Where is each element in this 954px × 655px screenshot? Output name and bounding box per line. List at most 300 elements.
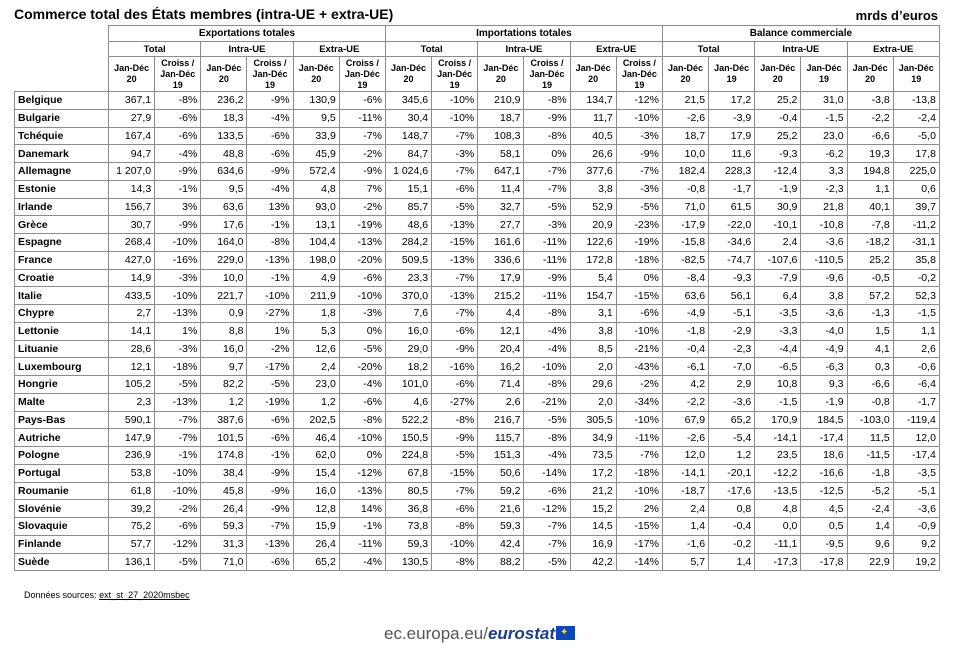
country-name: Bulgarie [15, 109, 109, 127]
value-cell: -3,6 [709, 393, 755, 411]
value-cell: -16,6 [801, 464, 847, 482]
value-cell: -110,5 [801, 251, 847, 269]
value-cell: -14% [524, 464, 570, 482]
value-cell: -4% [155, 145, 201, 163]
table-row [15, 163, 940, 181]
value-cell: 67,8 [385, 464, 431, 482]
value-cell: -7% [432, 482, 478, 500]
value-cell: -5,1 [893, 482, 939, 500]
value-cell: 101,0 [385, 376, 431, 394]
value-cell: -13,5 [755, 482, 801, 500]
value-cell: 56,1 [709, 287, 755, 305]
value-cell: -8% [524, 127, 570, 145]
value-cell: 10,0 [662, 145, 708, 163]
period-header: Jan-Déc 19 [801, 57, 847, 92]
value-cell: -14% [616, 553, 662, 571]
value-cell: 57,7 [109, 535, 155, 553]
table-row [15, 305, 940, 323]
value-cell: 2,4 [755, 234, 801, 252]
period-header: Croiss / Jan-Déc 19 [432, 57, 478, 92]
value-cell: -11,1 [755, 535, 801, 553]
value-cell: -10% [339, 429, 385, 447]
value-cell: -2,3 [709, 340, 755, 358]
value-cell: -0,8 [662, 180, 708, 198]
value-cell: -0,5 [847, 269, 893, 287]
value-cell: -8% [524, 429, 570, 447]
value-cell: 35,8 [893, 251, 939, 269]
value-cell: -1% [155, 447, 201, 465]
value-cell: 12,0 [893, 429, 939, 447]
value-cell: 590,1 [109, 411, 155, 429]
group-header-balance: Balance commerciale [662, 26, 939, 42]
value-cell: 161,6 [478, 234, 524, 252]
table-row [15, 340, 940, 358]
table-row [15, 393, 940, 411]
value-cell: 1,2 [293, 393, 339, 411]
value-cell: 387,6 [201, 411, 247, 429]
value-cell: -8% [524, 305, 570, 323]
value-cell: 16,0 [385, 322, 431, 340]
value-cell: -15% [616, 287, 662, 305]
value-cell: 10,0 [201, 269, 247, 287]
value-cell: -9,5 [801, 535, 847, 553]
value-cell: -9% [155, 216, 201, 234]
value-cell: 522,2 [385, 411, 431, 429]
value-cell: -8% [524, 376, 570, 394]
value-cell: 1% [247, 322, 293, 340]
value-cell: 45,9 [293, 145, 339, 163]
value-cell: 0% [339, 447, 385, 465]
value-cell: -6,3 [801, 358, 847, 376]
value-cell: 370,0 [385, 287, 431, 305]
value-cell: 73,8 [385, 518, 431, 536]
value-cell: 15,9 [293, 518, 339, 536]
value-cell: 572,4 [293, 163, 339, 181]
value-cell: 182,4 [662, 163, 708, 181]
country-name: Croatie [15, 269, 109, 287]
value-cell: -6% [339, 393, 385, 411]
value-cell: 3,1 [570, 305, 616, 323]
value-cell: -6,2 [801, 145, 847, 163]
table-row [15, 216, 940, 234]
value-cell: -7% [155, 411, 201, 429]
value-cell: 15,4 [293, 464, 339, 482]
value-cell: -74,7 [709, 251, 755, 269]
value-cell: 122,6 [570, 234, 616, 252]
value-cell: -4% [247, 180, 293, 198]
period-header: Jan-Déc 19 [709, 57, 755, 92]
value-cell: 2,7 [109, 305, 155, 323]
country-name: Belgique [15, 92, 109, 110]
value-cell: 48,6 [385, 216, 431, 234]
value-cell: 1,2 [201, 393, 247, 411]
subgroup-header: Extra-UE [570, 42, 662, 57]
value-cell: 28,6 [109, 340, 155, 358]
value-cell: -11% [339, 109, 385, 127]
value-cell: -7,8 [847, 216, 893, 234]
country-name: Espagne [15, 234, 109, 252]
value-cell: -12,5 [801, 482, 847, 500]
period-header: Jan-Déc 20 [662, 57, 708, 92]
value-cell: -6,4 [893, 376, 939, 394]
value-cell: -3% [616, 180, 662, 198]
value-cell: 22,9 [847, 553, 893, 571]
value-cell: -6% [247, 429, 293, 447]
value-cell: -3% [339, 305, 385, 323]
value-cell: 210,9 [478, 92, 524, 110]
value-cell: -13% [247, 251, 293, 269]
value-cell: 1,1 [893, 322, 939, 340]
value-cell: -5% [247, 376, 293, 394]
value-cell: 16,0 [293, 482, 339, 500]
value-cell: 71,0 [201, 553, 247, 571]
value-cell: 23,0 [293, 376, 339, 394]
value-cell: -119,4 [893, 411, 939, 429]
value-cell: -4% [524, 322, 570, 340]
value-cell: -4% [524, 447, 570, 465]
value-cell: -3,9 [709, 109, 755, 127]
table-row [15, 518, 940, 536]
value-cell: 61,5 [709, 198, 755, 216]
value-cell: -6% [432, 322, 478, 340]
value-cell: -10% [432, 535, 478, 553]
value-cell: -17,4 [893, 447, 939, 465]
value-cell: 94,7 [109, 145, 155, 163]
period-header: Jan-Déc 20 [385, 57, 431, 92]
value-cell: -3,3 [755, 322, 801, 340]
value-cell: 4,8 [755, 500, 801, 518]
value-cell: 16,0 [201, 340, 247, 358]
value-cell: -7% [432, 163, 478, 181]
value-cell: 36,8 [385, 500, 431, 518]
value-cell: 0,3 [847, 358, 893, 376]
value-cell: 31,0 [801, 92, 847, 110]
value-cell: -15,8 [662, 234, 708, 252]
period-header: Jan-Déc 20 [570, 57, 616, 92]
value-cell: 59,3 [478, 518, 524, 536]
period-header: Jan-Déc 20 [201, 57, 247, 92]
value-cell: 14,3 [109, 180, 155, 198]
value-cell: 156,7 [109, 198, 155, 216]
value-cell: 39,7 [893, 198, 939, 216]
table-row [15, 429, 940, 447]
value-cell: -1,8 [662, 322, 708, 340]
value-cell: 46,4 [293, 429, 339, 447]
value-cell: -17,4 [801, 429, 847, 447]
value-cell: 17,6 [201, 216, 247, 234]
value-cell: -14,1 [755, 429, 801, 447]
value-cell: 236,2 [201, 92, 247, 110]
value-cell: -6% [339, 92, 385, 110]
value-cell: 88,2 [478, 553, 524, 571]
country-name: France [15, 251, 109, 269]
value-cell: 23,0 [801, 127, 847, 145]
value-cell: -6% [155, 518, 201, 536]
table-row [15, 358, 940, 376]
value-cell: -2,6 [662, 109, 708, 127]
value-cell: -1% [155, 180, 201, 198]
value-cell: 23,5 [755, 447, 801, 465]
value-cell: -9,6 [801, 269, 847, 287]
value-cell: -2,6 [662, 429, 708, 447]
value-cell: 59,3 [201, 518, 247, 536]
value-cell: -7,0 [709, 358, 755, 376]
value-cell: 1% [155, 322, 201, 340]
period-header: Jan-Déc 20 [755, 57, 801, 92]
value-cell: 12,6 [293, 340, 339, 358]
value-cell: 17,9 [478, 269, 524, 287]
value-cell: 71,4 [478, 376, 524, 394]
value-cell: -107,6 [755, 251, 801, 269]
value-cell: -2% [155, 500, 201, 518]
value-cell: 1,4 [709, 553, 755, 571]
value-cell: 2,4 [662, 500, 708, 518]
value-cell: -8% [432, 553, 478, 571]
value-cell: -5% [524, 553, 570, 571]
value-cell: -17,3 [755, 553, 801, 571]
value-cell: 85,7 [385, 198, 431, 216]
value-cell: 33,9 [293, 127, 339, 145]
value-cell: 3,3 [801, 163, 847, 181]
value-cell: 11,4 [478, 180, 524, 198]
table-row [15, 251, 940, 269]
value-cell: -13% [247, 535, 293, 553]
value-cell: -1% [247, 269, 293, 287]
value-cell: -4,9 [801, 340, 847, 358]
value-cell: 1,8 [293, 305, 339, 323]
value-cell: -19% [339, 216, 385, 234]
value-cell: 305,5 [570, 411, 616, 429]
value-cell: -6% [247, 127, 293, 145]
value-cell: -17% [616, 535, 662, 553]
value-cell: -13% [339, 234, 385, 252]
value-cell: 17,8 [893, 145, 939, 163]
value-cell: 14,1 [109, 322, 155, 340]
value-cell: -5% [524, 411, 570, 429]
subgroup-header: Intra-UE [201, 42, 293, 57]
value-cell: 4,2 [662, 376, 708, 394]
value-cell: -6% [339, 269, 385, 287]
value-cell: -9% [247, 482, 293, 500]
value-cell: 184,5 [801, 411, 847, 429]
value-cell: -12% [524, 500, 570, 518]
value-cell: 63,6 [201, 198, 247, 216]
period-header: Croiss / Jan-Déc 19 [155, 57, 201, 92]
value-cell: -7% [616, 163, 662, 181]
value-cell: -6,5 [755, 358, 801, 376]
value-cell: -7% [155, 429, 201, 447]
value-cell: -20% [339, 358, 385, 376]
value-cell: 224,8 [385, 447, 431, 465]
value-cell: 58,1 [478, 145, 524, 163]
value-cell: -34% [616, 393, 662, 411]
value-cell: -15% [432, 464, 478, 482]
value-cell: 105,2 [109, 376, 155, 394]
value-cell: -7% [524, 518, 570, 536]
value-cell: 45,8 [201, 482, 247, 500]
value-cell: 11,7 [570, 109, 616, 127]
value-cell: -15% [616, 518, 662, 536]
value-cell: -10% [155, 287, 201, 305]
value-cell: 40,1 [847, 198, 893, 216]
value-cell: 9,5 [293, 109, 339, 127]
value-cell: 32,7 [478, 198, 524, 216]
value-cell: -12,4 [755, 163, 801, 181]
value-cell: 367,1 [109, 92, 155, 110]
value-cell: -6% [432, 376, 478, 394]
source-note [24, 590, 190, 600]
value-cell: 9,3 [801, 376, 847, 394]
value-cell: -1,9 [755, 180, 801, 198]
value-cell: -8% [432, 411, 478, 429]
value-cell: -5% [616, 198, 662, 216]
value-cell: -17% [247, 358, 293, 376]
value-cell: -10% [155, 234, 201, 252]
value-cell: 61,8 [109, 482, 155, 500]
value-cell: -9% [616, 145, 662, 163]
value-cell: 1,4 [662, 518, 708, 536]
table-row [15, 500, 940, 518]
table-row [15, 198, 940, 216]
value-cell: 26,4 [293, 535, 339, 553]
source-label: Données sources: [24, 590, 97, 600]
value-cell: 5,7 [662, 553, 708, 571]
value-cell: 40,5 [570, 127, 616, 145]
value-cell: 236,9 [109, 447, 155, 465]
source-link[interactable]: ext_st_27_2020msbec [99, 590, 190, 600]
table-row [15, 376, 940, 394]
value-cell: -18,7 [662, 482, 708, 500]
value-cell: -7,9 [755, 269, 801, 287]
value-cell: -1% [339, 518, 385, 536]
value-cell: -17,9 [662, 216, 708, 234]
value-cell: 5,3 [293, 322, 339, 340]
value-cell: -0,4 [755, 109, 801, 127]
value-cell: 4,5 [801, 500, 847, 518]
value-cell: -4% [247, 109, 293, 127]
table-row [15, 234, 940, 252]
value-cell: -10,8 [801, 216, 847, 234]
value-cell: 19,3 [847, 145, 893, 163]
value-cell: 174,8 [201, 447, 247, 465]
value-cell: 2,0 [570, 358, 616, 376]
value-cell: 154,7 [570, 287, 616, 305]
value-cell: -2,9 [709, 322, 755, 340]
value-cell: -0,4 [662, 340, 708, 358]
value-cell: 3,8 [801, 287, 847, 305]
value-cell: -10,1 [755, 216, 801, 234]
value-cell: 2% [616, 500, 662, 518]
value-cell: -10% [524, 358, 570, 376]
value-cell: -4,9 [662, 305, 708, 323]
value-cell: 12,1 [109, 358, 155, 376]
value-cell: -9% [432, 429, 478, 447]
value-cell: 336,6 [478, 251, 524, 269]
period-header: Croiss / Jan-Déc 19 [247, 57, 293, 92]
value-cell: -103,0 [847, 411, 893, 429]
value-cell: 26,6 [570, 145, 616, 163]
value-cell: -13% [432, 216, 478, 234]
value-cell: 67,9 [662, 411, 708, 429]
value-cell: -2% [247, 340, 293, 358]
value-cell: -9% [524, 109, 570, 127]
value-cell: 0,6 [893, 180, 939, 198]
value-cell: 216,7 [478, 411, 524, 429]
value-cell: 9,6 [847, 535, 893, 553]
value-cell: -2% [339, 198, 385, 216]
value-cell: 82,2 [201, 376, 247, 394]
value-cell: 8,8 [201, 322, 247, 340]
value-cell: -9% [247, 464, 293, 482]
value-cell: 29,0 [385, 340, 431, 358]
value-cell: 134,7 [570, 92, 616, 110]
country-name: Luxembourg [15, 358, 109, 376]
value-cell: -5,4 [709, 429, 755, 447]
value-cell: 25,2 [755, 92, 801, 110]
value-cell: -1,9 [801, 393, 847, 411]
subgroup-header: Extra-UE [847, 42, 939, 57]
value-cell: 6,4 [755, 287, 801, 305]
value-cell: 4,9 [293, 269, 339, 287]
value-cell: -3,5 [755, 305, 801, 323]
value-cell: -6% [432, 180, 478, 198]
value-cell: -27% [247, 305, 293, 323]
value-cell: -1% [247, 216, 293, 234]
value-cell: 20,9 [570, 216, 616, 234]
eurostat-logo [384, 624, 555, 644]
value-cell: 18,7 [478, 109, 524, 127]
value-cell: 5,4 [570, 269, 616, 287]
value-cell: -10% [155, 464, 201, 482]
value-cell: 2,6 [893, 340, 939, 358]
table-row [15, 322, 940, 340]
value-cell: -11% [524, 251, 570, 269]
value-cell: -7% [247, 518, 293, 536]
value-cell: -9,3 [755, 145, 801, 163]
period-header: Croiss / Jan-Déc 19 [339, 57, 385, 92]
value-cell: -5,1 [709, 305, 755, 323]
value-cell: -13% [155, 305, 201, 323]
value-cell: 14,9 [109, 269, 155, 287]
value-cell: 3,8 [570, 180, 616, 198]
value-cell: 433,5 [109, 287, 155, 305]
value-cell: 647,1 [478, 163, 524, 181]
value-cell: -20% [339, 251, 385, 269]
value-cell: -15% [432, 234, 478, 252]
table-row [15, 127, 940, 145]
value-cell: -0,4 [709, 518, 755, 536]
subgroup-header: Intra-UE [478, 42, 570, 57]
group-header-exports: Exportations totales [109, 26, 386, 42]
value-cell: 211,9 [293, 287, 339, 305]
value-cell: 1 024,6 [385, 163, 431, 181]
value-cell: -3,8 [847, 92, 893, 110]
value-cell: 0% [524, 145, 570, 163]
value-cell: -22,0 [709, 216, 755, 234]
value-cell: 63,6 [662, 287, 708, 305]
value-cell: 1 207,0 [109, 163, 155, 181]
value-cell: 228,3 [709, 163, 755, 181]
corner-cell [15, 26, 109, 92]
value-cell: 14,5 [570, 518, 616, 536]
value-cell: 16,9 [570, 535, 616, 553]
value-cell: 20,4 [478, 340, 524, 358]
value-cell: 21,5 [662, 92, 708, 110]
country-name: Finlande [15, 535, 109, 553]
value-cell: 12,0 [662, 447, 708, 465]
value-cell: 26,4 [201, 500, 247, 518]
value-cell: -8% [339, 411, 385, 429]
